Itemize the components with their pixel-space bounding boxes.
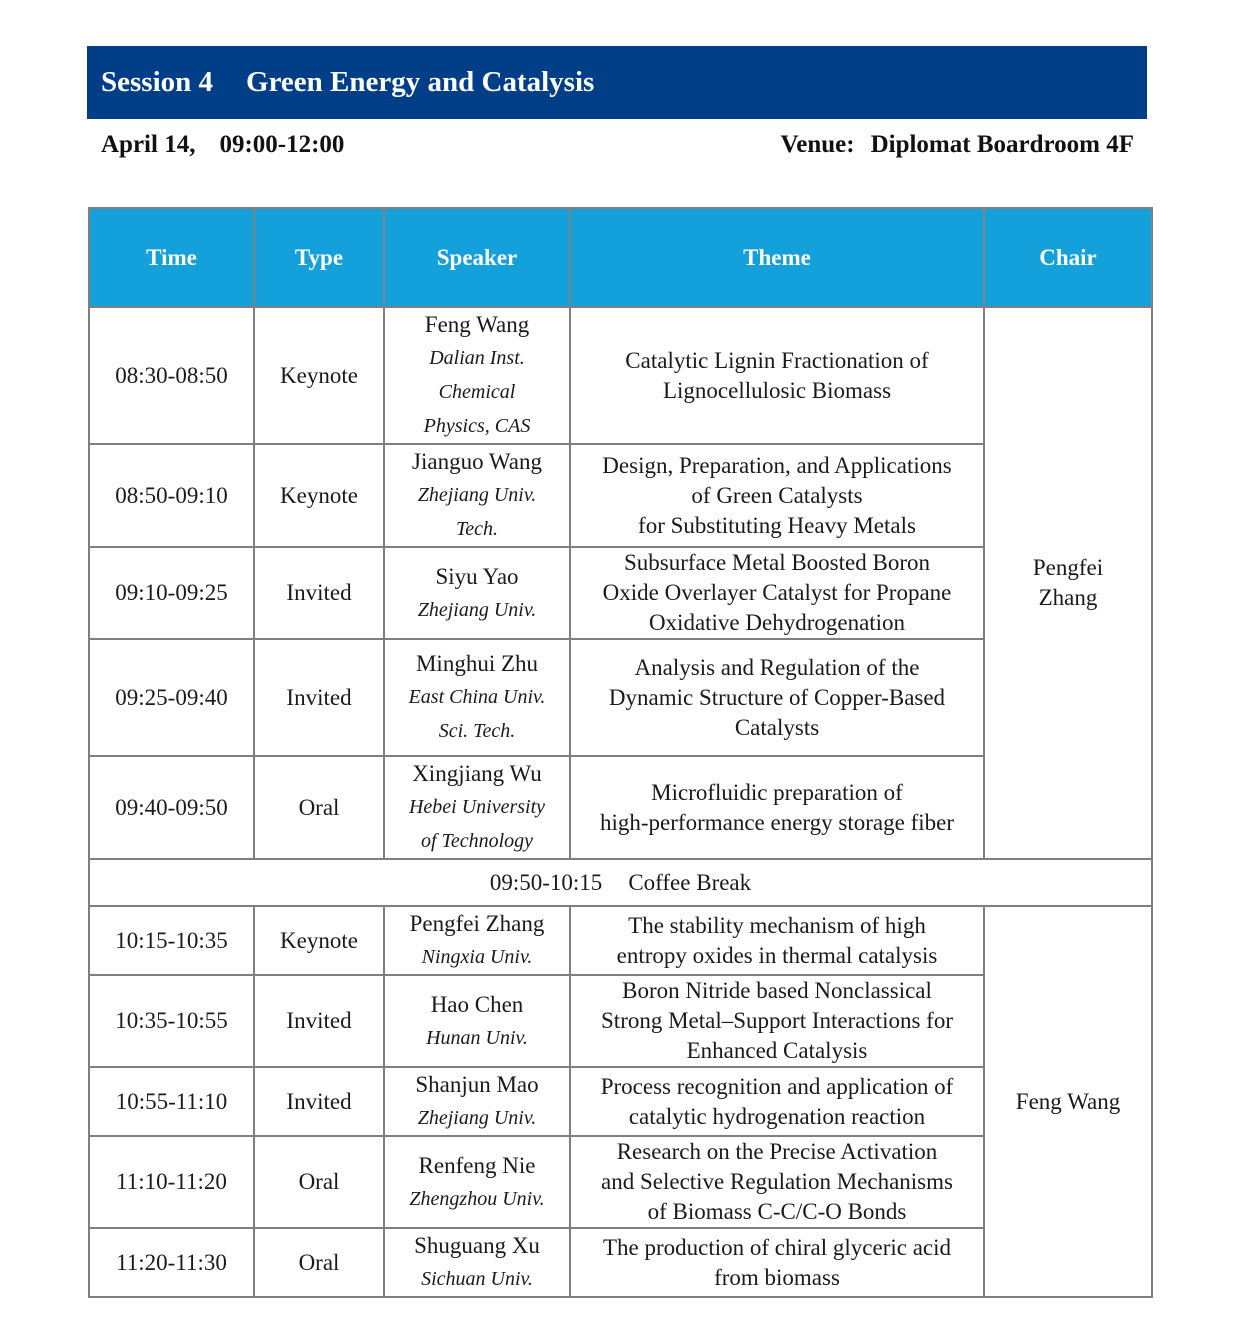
- speaker-name: Pengfei Zhang: [409, 911, 545, 936]
- speaker-affiliation: [391, 790, 563, 858]
- affiliation-line: Zhengzhou Univ.: [409, 1187, 545, 1210]
- theme-line: Process recognition and application of: [600, 1073, 954, 1099]
- affiliation-line: Sichuan Univ.: [421, 1268, 533, 1290]
- header-row: [89, 208, 1152, 307]
- speaker-cell: [384, 1067, 570, 1136]
- type-cell: Keynote: [254, 444, 384, 547]
- venue-name: Diplomat Boardroom 4F: [870, 131, 1134, 158]
- session-banner: [87, 46, 1147, 119]
- chair-name: Pengfei Zhang: [1032, 555, 1104, 610]
- time-cell: 11:10-11:20: [89, 1136, 254, 1228]
- speaker-affiliation: [391, 341, 563, 443]
- time-cell: 08:30-08:50: [89, 307, 254, 444]
- time-cell: 10:55-11:10: [89, 1067, 254, 1136]
- theme-line: Dynamic Structure of Copper-Based: [608, 684, 946, 710]
- session-venue: [780, 128, 1134, 162]
- type-cell: Keynote: [254, 307, 384, 444]
- time-cell: 09:10-09:25: [89, 547, 254, 639]
- theme-line: Research on the Precise Activation: [616, 1139, 938, 1164]
- theme-line: Lignocellulosic Biomass: [662, 377, 892, 403]
- speaker-name: Minghui Zhu: [415, 651, 539, 676]
- speaker-affiliation: [391, 478, 563, 546]
- theme-cell: [570, 1228, 984, 1297]
- theme-line: of Green Catalysts: [691, 482, 863, 508]
- affiliation-line: Ningxia Univ.: [421, 946, 533, 968]
- theme-cell: [570, 307, 984, 444]
- col-header-time: Time: [89, 208, 254, 307]
- theme-line: and Selective Regulation Mechanisms: [601, 1169, 953, 1194]
- speaker-cell: [384, 1136, 570, 1228]
- time-cell: 08:50-09:10: [89, 444, 254, 547]
- type-cell: Invited: [254, 975, 384, 1067]
- speaker-name: Hao Chen: [430, 991, 524, 1017]
- theme-line: entropy oxides in thermal catalysis: [616, 942, 938, 968]
- session-date: April 14,: [101, 131, 196, 158]
- col-header-speaker: Speaker: [384, 208, 570, 307]
- theme-line: Oxide Overlayer Catalyst for Propane: [602, 580, 952, 605]
- type-cell: Invited: [254, 1067, 384, 1136]
- speaker-cell: [384, 975, 570, 1067]
- coffee-break-row: [89, 859, 1152, 906]
- venue-label: Venue:: [780, 131, 855, 158]
- speaker-name: Jianguo Wang: [412, 449, 542, 474]
- type-cell: Oral: [254, 1228, 384, 1297]
- theme-cell: [570, 756, 984, 859]
- affiliation-line: Zhejiang Univ.: [417, 598, 537, 621]
- speaker-name: Shanjun Mao: [415, 1072, 539, 1097]
- speaker-affiliation: [391, 1101, 563, 1135]
- time-cell: 09:40-09:50: [89, 756, 254, 859]
- schedule-table: [88, 207, 1153, 1298]
- speaker-cell: [384, 906, 570, 975]
- session-time: 09:00-12:00: [219, 131, 345, 158]
- theme-cell: [570, 444, 984, 547]
- type-cell: Oral: [254, 1136, 384, 1228]
- speaker-name: Siyu Yao: [435, 563, 519, 589]
- speaker-cell: [384, 639, 570, 756]
- theme-line: catalytic hydrogenation reaction: [628, 1103, 926, 1129]
- theme-line: Microfluidic preparation of: [651, 779, 903, 805]
- coffee-break-cell: [89, 859, 1152, 906]
- speaker-cell: [384, 756, 570, 859]
- time-cell: 10:35-10:55: [89, 975, 254, 1067]
- break-time: 09:50-10:15: [489, 869, 603, 895]
- theme-line: high-performance energy storage fiber: [600, 809, 954, 835]
- table-row: [89, 307, 1152, 444]
- theme-line: Analysis and Regulation of the: [634, 654, 920, 680]
- speaker-cell: [384, 444, 570, 547]
- affiliation-line: Chemical: [438, 381, 516, 403]
- affiliation-line: Tech.: [455, 518, 499, 540]
- col-header-type: Type: [254, 208, 384, 307]
- theme-line: Design, Preparation, and Applications: [602, 452, 952, 478]
- affiliation-line: of Technology: [420, 830, 534, 852]
- theme-line: Strong Metal–Support Interactions for: [601, 1008, 953, 1033]
- affiliation-line: Sci. Tech.: [438, 720, 516, 742]
- time-cell: 10:15-10:35: [89, 906, 254, 975]
- speaker-affiliation: [391, 940, 563, 974]
- theme-cell: [570, 906, 984, 975]
- type-cell: Invited: [254, 639, 384, 756]
- type-cell: Keynote: [254, 906, 384, 975]
- chair-name: Feng Wang: [1015, 1088, 1121, 1114]
- chair-cell: [984, 906, 1152, 1297]
- speaker-cell: [384, 1228, 570, 1297]
- theme-line: from biomass: [714, 1264, 840, 1290]
- theme-cell: [570, 1136, 984, 1228]
- affiliation-line: Hunan Univ.: [426, 1026, 528, 1049]
- speaker-affiliation: [391, 1182, 563, 1216]
- theme-line: Subsurface Metal Boosted Boron: [624, 550, 930, 575]
- table-row: [89, 906, 1152, 975]
- speaker-name: Feng Wang: [424, 312, 530, 337]
- theme-cell: [570, 975, 984, 1067]
- affiliation-line: Dalian Inst.: [429, 347, 525, 369]
- affiliation-line: Zhejiang Univ.: [417, 1107, 537, 1129]
- theme-line: of Biomass C-C/C-O Bonds: [647, 1199, 907, 1224]
- speaker-name: Xingjiang Wu: [412, 761, 542, 786]
- speaker-affiliation: [391, 1262, 563, 1296]
- theme-line: Oxidative Dehydrogenation: [648, 610, 906, 635]
- affiliation-line: Zhejiang Univ.: [417, 484, 537, 506]
- theme-line: Catalytic Lignin Fractionation of: [625, 347, 929, 373]
- affiliation-line: Physics, CAS: [423, 415, 531, 437]
- speaker-affiliation: [391, 680, 563, 748]
- theme-line: Enhanced Catalysis: [686, 1038, 868, 1063]
- theme-line: for Substituting Heavy Metals: [638, 512, 916, 538]
- speaker-cell: [384, 307, 570, 444]
- speaker-affiliation: [391, 593, 563, 627]
- session-datetime: [101, 128, 344, 162]
- chair-cell: [984, 307, 1152, 859]
- time-cell: 09:25-09:40: [89, 639, 254, 756]
- theme-line: The stability mechanism of high: [628, 912, 926, 938]
- affiliation-line: East China Univ.: [408, 686, 546, 708]
- theme-line: Boron Nitride based Nonclassical: [622, 978, 932, 1003]
- session-number: Session 4: [101, 66, 214, 98]
- type-cell: Invited: [254, 547, 384, 639]
- speaker-cell: [384, 547, 570, 639]
- theme-cell: [570, 1067, 984, 1136]
- speaker-affiliation: [391, 1021, 563, 1055]
- type-cell: Oral: [254, 756, 384, 859]
- col-header-theme: Theme: [570, 208, 984, 307]
- speaker-name: Shuguang Xu: [414, 1233, 540, 1258]
- session-title: Green Energy and Catalysis: [246, 66, 595, 98]
- col-header-chair: Chair: [984, 208, 1152, 307]
- theme-cell: [570, 547, 984, 639]
- theme-line: Catalysts: [734, 714, 820, 740]
- break-label: Coffee Break: [628, 869, 752, 895]
- time-cell: 11:20-11:30: [89, 1228, 254, 1297]
- speaker-name: Renfeng Nie: [418, 1152, 536, 1178]
- affiliation-line: Hebei University: [408, 796, 546, 818]
- theme-cell: [570, 639, 984, 756]
- theme-line: The production of chiral glyceric acid: [602, 1234, 952, 1260]
